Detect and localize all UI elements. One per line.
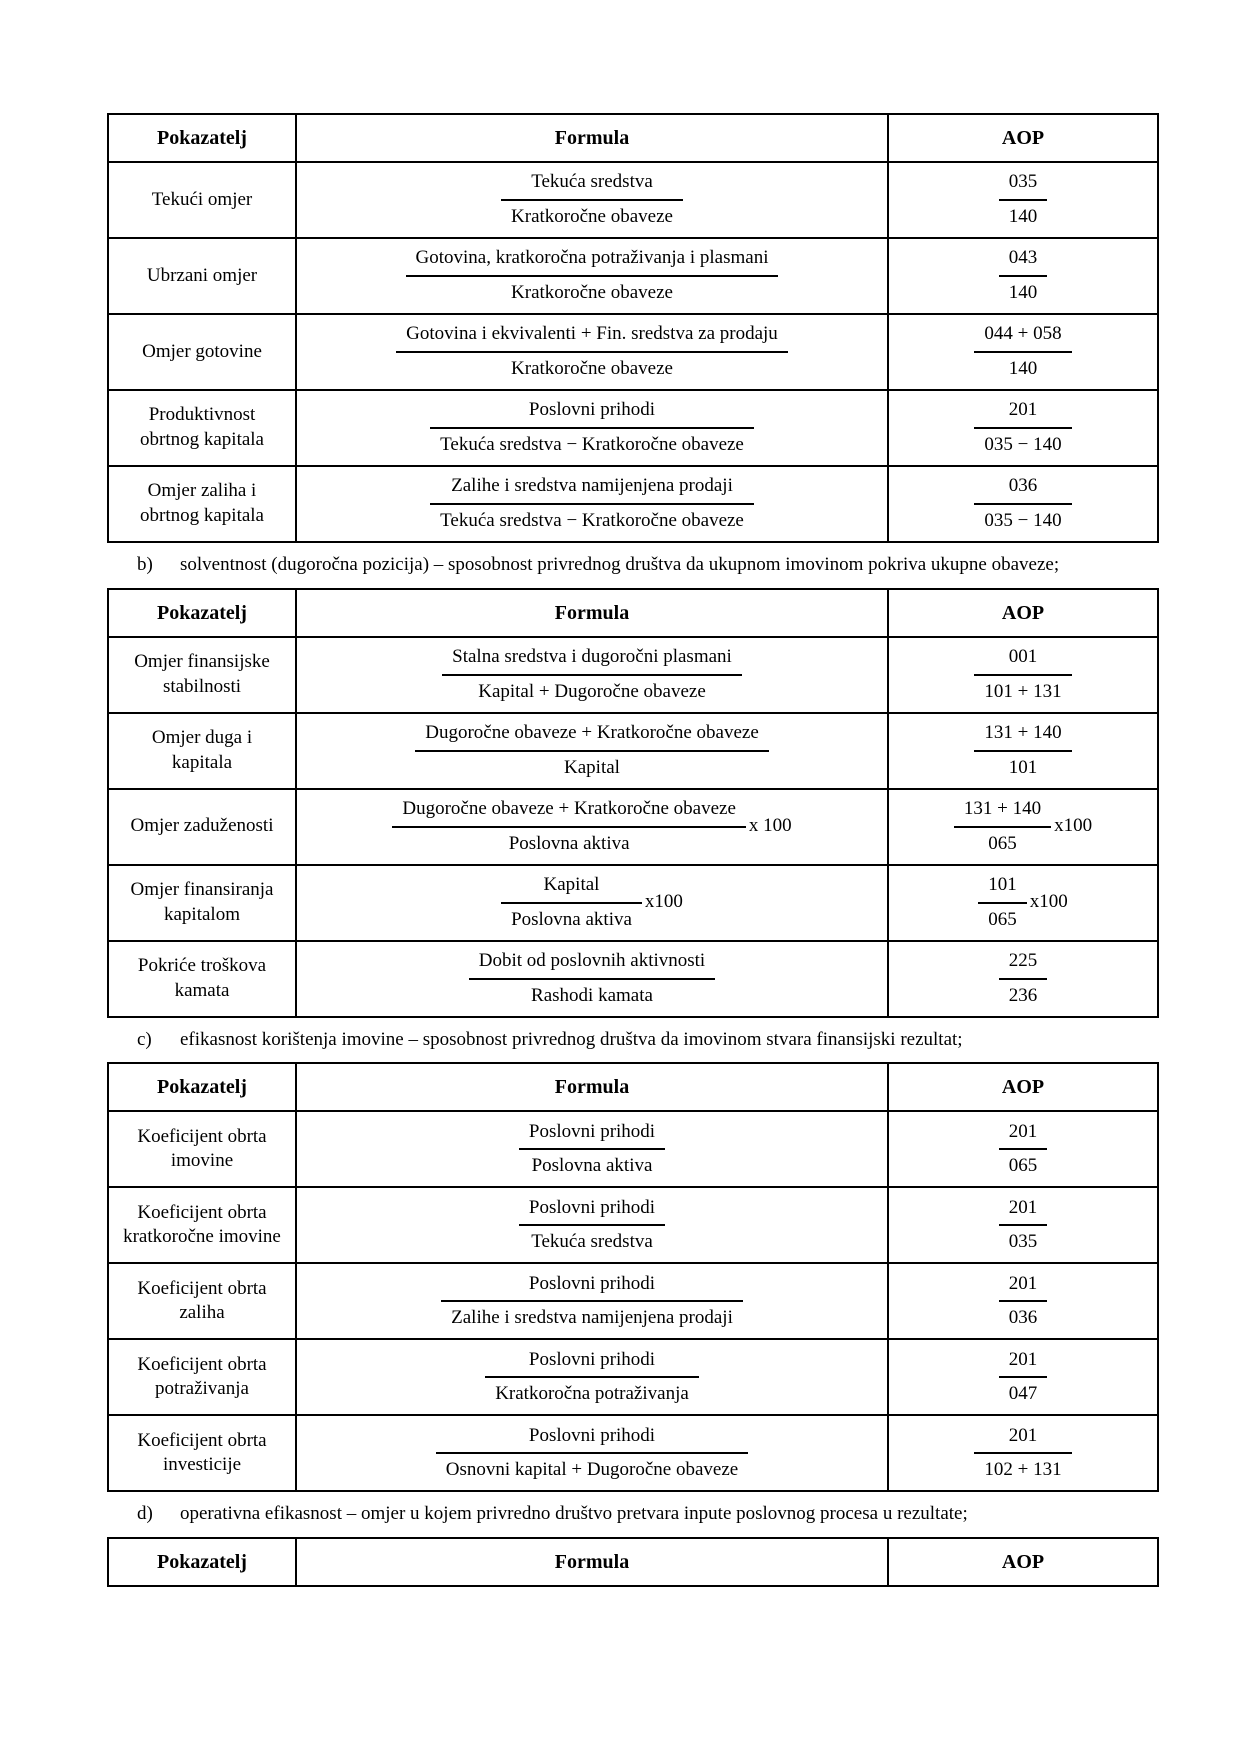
aop-denominator: 035 − 140 bbox=[984, 510, 1062, 531]
efficiency-ratios-table bbox=[107, 1062, 1159, 1492]
aop-fraction bbox=[999, 246, 1048, 305]
indicator-label: Ubrzani omjer bbox=[108, 238, 296, 314]
aop-denominator: 035 − 140 bbox=[984, 434, 1062, 455]
table-row bbox=[108, 713, 1158, 789]
formula-denominator: Poslovna aktiva bbox=[511, 908, 632, 930]
formula bbox=[309, 1120, 875, 1179]
aop-denominator: 102 + 131 bbox=[984, 1459, 1062, 1481]
table-row bbox=[108, 1187, 1158, 1263]
aop-denominator: 140 bbox=[1008, 282, 1038, 303]
aop-fraction bbox=[974, 721, 1071, 780]
aop-numerator: 201 bbox=[1008, 1196, 1038, 1218]
formula-fraction bbox=[430, 474, 754, 533]
aop-fraction bbox=[974, 322, 1071, 381]
indicator-label: Produktivnost obrtnog kapitala bbox=[108, 390, 296, 466]
indicator-label: Tekući omjer bbox=[108, 162, 296, 238]
aop-fraction bbox=[999, 949, 1048, 1008]
aop-numerator: 201 bbox=[1008, 399, 1038, 421]
formula bbox=[309, 873, 875, 932]
aop-code bbox=[901, 949, 1145, 1008]
aop-denominator: 101 + 131 bbox=[984, 680, 1062, 702]
aop-denominator: 101 bbox=[1008, 756, 1038, 778]
formula-fraction bbox=[519, 1196, 665, 1255]
formula-fraction bbox=[501, 170, 683, 229]
formula-numerator: Gotovina, kratkoročna potraživanja i plasmani bbox=[415, 247, 769, 269]
column-header-formula: Formula bbox=[296, 1538, 888, 1586]
formula-denominator: Kratkoročne obaveze bbox=[511, 282, 673, 303]
table-row bbox=[108, 1339, 1158, 1415]
formula-denominator: Kratkoročne obaveze bbox=[511, 206, 673, 227]
table-row bbox=[108, 314, 1158, 390]
column-header-pokazatelj: Pokazatelj bbox=[108, 114, 296, 162]
aop-numerator: 201 bbox=[1008, 1348, 1038, 1370]
formula-fraction bbox=[436, 1424, 748, 1483]
formula-denominator: Kratkoročne obaveze bbox=[511, 358, 673, 379]
column-header-aop: AOP bbox=[888, 1063, 1158, 1111]
indicator-label: Koeficijent obrta investicije bbox=[108, 1415, 296, 1491]
aop-numerator: 101 bbox=[988, 873, 1017, 895]
formula-numerator: Dugoročne obaveze + Kratkoročne obaveze bbox=[425, 721, 759, 743]
formula bbox=[309, 1348, 875, 1407]
aop-numerator: 044 + 058 bbox=[984, 323, 1062, 345]
table-header-row bbox=[108, 589, 1158, 637]
formula bbox=[309, 1424, 875, 1483]
formula-numerator: Zalihe i sredstva namijenjena prodaji bbox=[451, 475, 733, 497]
formula bbox=[309, 398, 875, 457]
aop-suffix: x100 bbox=[1029, 891, 1068, 913]
aop-numerator: 131 + 140 bbox=[984, 721, 1062, 743]
aop-code bbox=[901, 797, 1145, 856]
formula-denominator: Rashodi kamata bbox=[531, 984, 653, 1006]
aop-code bbox=[901, 398, 1145, 457]
aop-code bbox=[901, 645, 1145, 704]
aop-numerator: 225 bbox=[1008, 949, 1038, 971]
formula-denominator: Poslovna aktiva bbox=[508, 832, 630, 854]
formula bbox=[309, 797, 875, 856]
column-header-aop: AOP bbox=[888, 1538, 1158, 1586]
formula bbox=[309, 322, 875, 381]
formula-fraction bbox=[415, 721, 769, 780]
formula-fraction bbox=[519, 1120, 665, 1179]
aop-numerator: 001 bbox=[1008, 645, 1038, 667]
indicator-label: Koeficijent obrta zaliha bbox=[108, 1263, 296, 1339]
formula bbox=[309, 1196, 875, 1255]
aop-fraction bbox=[999, 1272, 1048, 1331]
aop-code bbox=[901, 170, 1145, 229]
column-header-aop: AOP bbox=[888, 114, 1158, 162]
formula-fraction bbox=[396, 322, 788, 381]
formula-suffix: x 100 bbox=[748, 815, 792, 837]
formula-fraction bbox=[442, 645, 742, 704]
table-header-row bbox=[108, 1063, 1158, 1111]
table-header-row bbox=[108, 1538, 1158, 1586]
aop-fraction bbox=[999, 170, 1048, 229]
aop-code bbox=[901, 1348, 1145, 1407]
table-row bbox=[108, 1111, 1158, 1187]
formula-denominator: Poslovna aktiva bbox=[531, 1155, 653, 1177]
table-row bbox=[108, 162, 1158, 238]
aop-code bbox=[901, 322, 1145, 381]
column-header-formula: Formula bbox=[296, 589, 888, 637]
formula-denominator: Tekuća sredstva − Kratkoročne obaveze bbox=[440, 434, 744, 455]
formula-numerator: Poslovni prihodi bbox=[528, 1424, 656, 1446]
formula-fraction bbox=[469, 949, 715, 1008]
formula bbox=[309, 949, 875, 1008]
formula-numerator: Poslovni prihodi bbox=[528, 1196, 656, 1218]
table-row bbox=[108, 865, 1158, 941]
aop-fraction bbox=[974, 474, 1071, 533]
formula-fraction bbox=[485, 1348, 699, 1407]
formula-numerator: Kapital bbox=[543, 873, 600, 895]
aop-fraction bbox=[954, 797, 1051, 856]
aop-numerator: 036 bbox=[1008, 475, 1038, 497]
formula-denominator: Kratkoročna potraživanja bbox=[495, 1383, 689, 1405]
aop-denominator: 047 bbox=[1008, 1383, 1038, 1405]
formula-fraction bbox=[501, 873, 642, 932]
aop-code bbox=[901, 1120, 1145, 1179]
indicator-label: Omjer gotovine bbox=[108, 314, 296, 390]
formula-denominator: Kapital bbox=[564, 756, 620, 778]
formula-numerator: Dugoročne obaveze + Kratkoročne obaveze bbox=[402, 797, 736, 819]
aop-fraction bbox=[999, 1196, 1048, 1255]
aop-numerator: 043 bbox=[1008, 247, 1038, 269]
aop-suffix: x100 bbox=[1054, 815, 1093, 837]
aop-denominator: 035 bbox=[1008, 1231, 1038, 1253]
table-row bbox=[108, 238, 1158, 314]
formula-denominator: Zalihe i sredstva namijenjena prodaji bbox=[451, 1307, 733, 1329]
indicator-label: Pokriće troškova kamata bbox=[108, 941, 296, 1017]
list-marker: c) bbox=[137, 1028, 152, 1050]
aop-code bbox=[901, 1424, 1145, 1483]
table-row bbox=[108, 1415, 1158, 1491]
formula-numerator: Stalna sredstva i dugoročni plasmani bbox=[452, 645, 732, 667]
formula-numerator: Poslovni prihodi bbox=[528, 1272, 656, 1294]
aop-denominator: 036 bbox=[1008, 1307, 1038, 1329]
formula bbox=[309, 721, 875, 780]
aop-fraction bbox=[974, 1424, 1071, 1483]
aop-numerator: 035 bbox=[1008, 171, 1038, 193]
column-header-formula: Formula bbox=[296, 1063, 888, 1111]
aop-fraction bbox=[974, 398, 1071, 457]
aop-denominator: 065 bbox=[988, 908, 1017, 930]
formula-numerator: Poslovni prihodi bbox=[528, 1348, 656, 1370]
liquidity-ratios-table bbox=[107, 113, 1159, 543]
column-header-pokazatelj: Pokazatelj bbox=[108, 1538, 296, 1586]
indicator-label: Koeficijent obrta potraživanja bbox=[108, 1339, 296, 1415]
formula-denominator: Osnovni kapital + Dugoročne obaveze bbox=[445, 1459, 739, 1481]
aop-fraction bbox=[974, 645, 1071, 704]
indicator-label: Koeficijent obrta imovine bbox=[108, 1111, 296, 1187]
formula-fraction bbox=[406, 246, 779, 305]
aop-numerator: 201 bbox=[1008, 1424, 1038, 1446]
list-item-d bbox=[107, 1501, 1157, 1527]
table-row bbox=[108, 941, 1158, 1017]
formula-numerator: Poslovni prihodi bbox=[528, 1120, 656, 1142]
aop-fraction bbox=[999, 1348, 1048, 1407]
table-row bbox=[108, 789, 1158, 865]
formula-suffix: x100 bbox=[644, 891, 683, 913]
indicator-label: Omjer duga i kapitala bbox=[108, 713, 296, 789]
formula bbox=[309, 645, 875, 704]
aop-code bbox=[901, 873, 1145, 932]
aop-fraction bbox=[978, 873, 1027, 932]
aop-denominator: 065 bbox=[1008, 1155, 1038, 1177]
aop-numerator: 201 bbox=[1008, 1120, 1038, 1142]
aop-denominator: 140 bbox=[1008, 358, 1038, 379]
aop-fraction bbox=[999, 1120, 1048, 1179]
aop-denominator: 140 bbox=[1008, 206, 1038, 227]
operational-efficiency-table bbox=[107, 1537, 1159, 1587]
formula-denominator: Tekuća sredstva − Kratkoročne obaveze bbox=[440, 510, 744, 531]
formula bbox=[309, 246, 875, 305]
formula-denominator: Tekuća sredstva bbox=[531, 1231, 653, 1253]
table-header-row bbox=[108, 114, 1158, 162]
indicator-label: Omjer zaliha i obrtnog kapitala bbox=[108, 466, 296, 542]
column-header-pokazatelj: Pokazatelj bbox=[108, 589, 296, 637]
aop-code bbox=[901, 1196, 1145, 1255]
indicator-label: Koeficijent obrta kratkoročne imovine bbox=[108, 1187, 296, 1263]
formula bbox=[309, 170, 875, 229]
aop-code bbox=[901, 246, 1145, 305]
list-item-c bbox=[107, 1027, 1157, 1053]
column-header-pokazatelj: Pokazatelj bbox=[108, 1063, 296, 1111]
formula bbox=[309, 1272, 875, 1331]
aop-numerator: 131 + 140 bbox=[963, 797, 1042, 819]
formula-numerator: Gotovina i ekvivalenti + Fin. sredstva za prodaju bbox=[406, 323, 778, 345]
formula-numerator: Tekuća sredstva bbox=[531, 171, 653, 193]
list-item-b bbox=[107, 552, 1157, 578]
table-row bbox=[108, 637, 1158, 713]
table-row bbox=[108, 390, 1158, 466]
formula bbox=[309, 474, 875, 533]
list-text: efikasnost korištenja imovine – sposobnost privrednog društva da imovinom stvara finansijski rezultat; bbox=[180, 1028, 963, 1050]
aop-code bbox=[901, 721, 1145, 780]
list-marker: b) bbox=[137, 554, 153, 575]
aop-denominator: 065 bbox=[988, 832, 1017, 854]
column-header-aop: AOP bbox=[888, 589, 1158, 637]
indicator-label: Omjer finansiranja kapitalom bbox=[108, 865, 296, 941]
formula-fraction bbox=[430, 398, 754, 457]
indicator-label: Omjer zaduženosti bbox=[108, 789, 296, 865]
formula-numerator: Poslovni prihodi bbox=[528, 399, 656, 421]
list-marker: d) bbox=[137, 1503, 153, 1525]
aop-numerator: 201 bbox=[1008, 1272, 1038, 1294]
column-header-formula: Formula bbox=[296, 114, 888, 162]
formula-denominator: Kapital + Dugoročne obaveze bbox=[478, 680, 706, 702]
list-text: operativna efikasnost – omjer u kojem privredno društvo pretvara inpute poslovnog procesa u rezultate; bbox=[180, 1503, 968, 1525]
aop-denominator: 236 bbox=[1008, 984, 1038, 1006]
aop-code bbox=[901, 1272, 1145, 1331]
table-row bbox=[108, 466, 1158, 542]
formula-fraction bbox=[392, 797, 746, 856]
list-text: solventnost (dugoročna pozicija) – sposobnost privrednog društva da ukupnom imovinom pokriva ukupne obaveze; bbox=[180, 554, 1060, 575]
aop-code bbox=[901, 474, 1145, 533]
formula-numerator: Dobit od poslovnih aktivnosti bbox=[478, 949, 706, 971]
table-row bbox=[108, 1263, 1158, 1339]
solvency-ratios-table bbox=[107, 588, 1159, 1018]
indicator-label: Omjer finansijske stabilnosti bbox=[108, 637, 296, 713]
formula-fraction bbox=[441, 1272, 743, 1331]
